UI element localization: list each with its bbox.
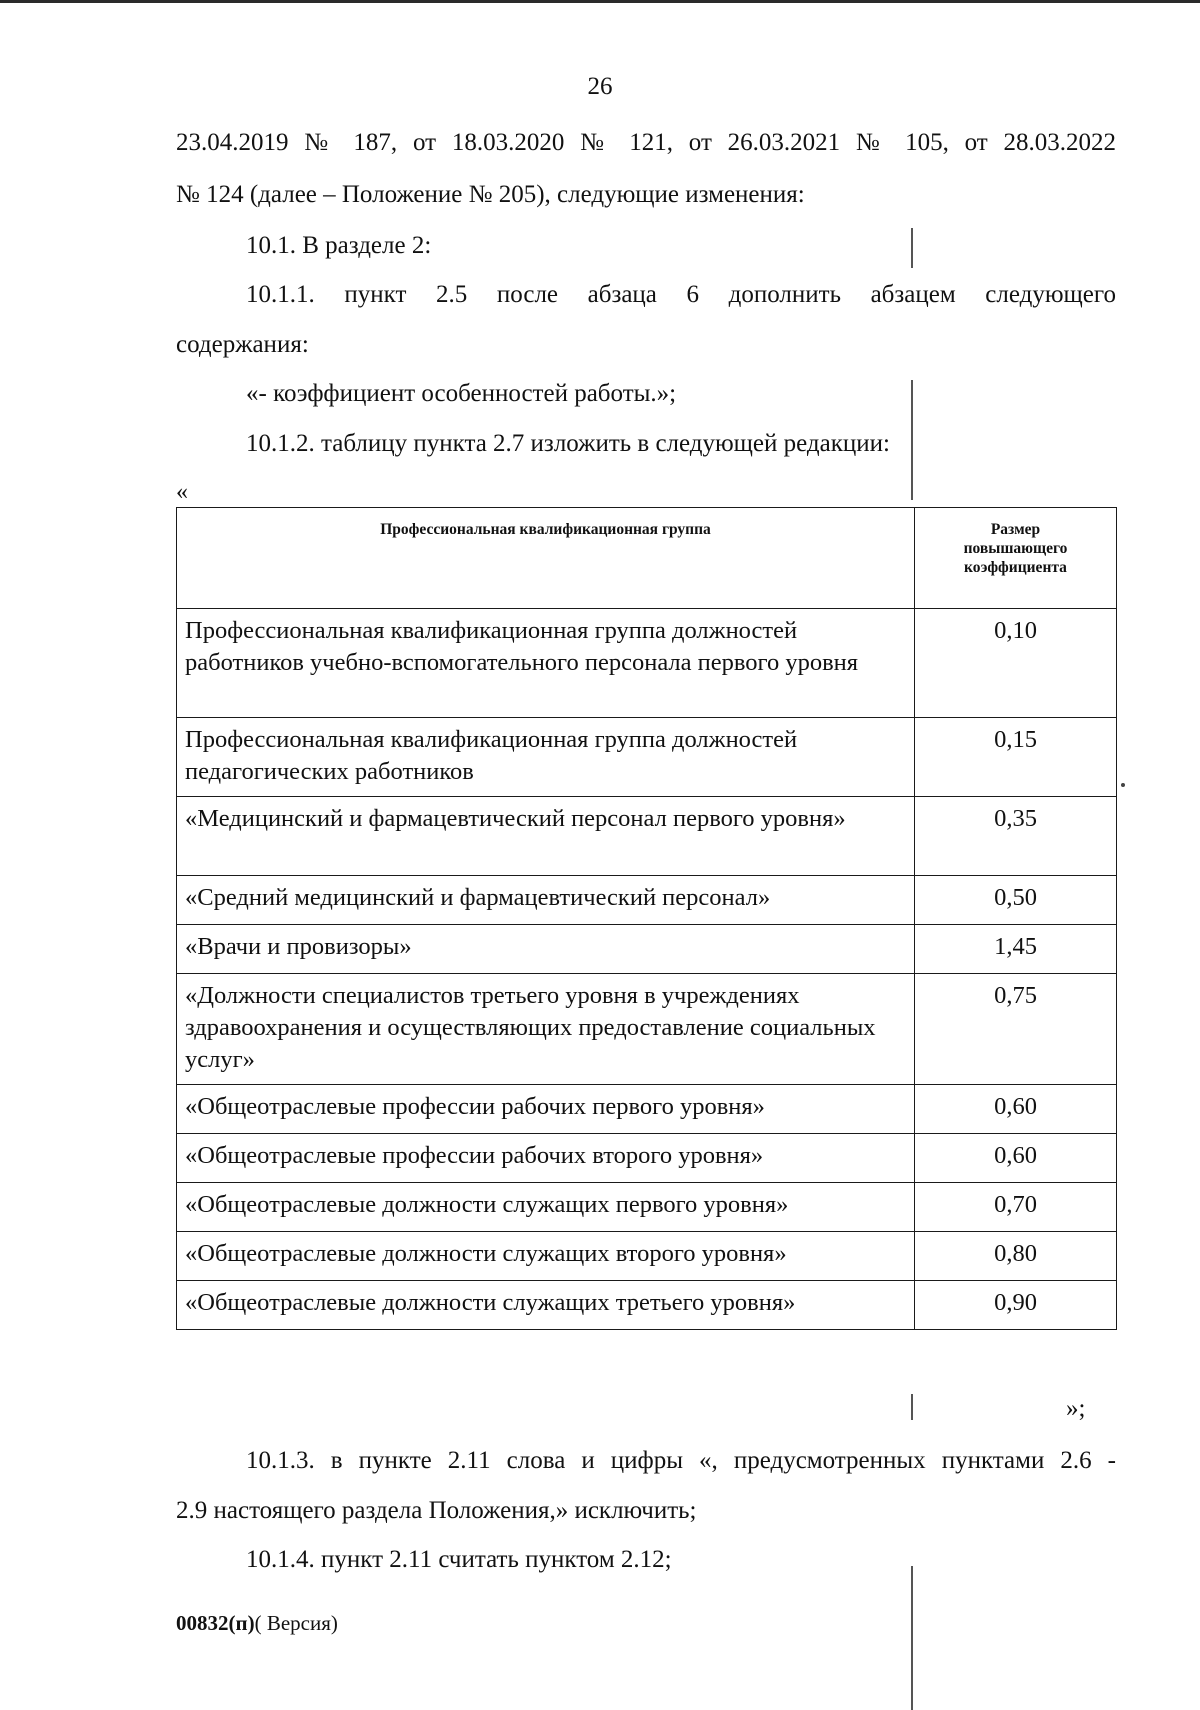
document-footer — [176, 1610, 338, 1636]
table-row — [177, 718, 1117, 797]
scan-fold-mark — [911, 380, 913, 500]
coefficient-cell: 0,50 — [915, 876, 1117, 925]
group-cell: «Общеотраслевые должности служащих третьего уровня» — [177, 1281, 915, 1330]
coefficient-cell: 0,15 — [915, 718, 1117, 797]
group-cell: «Общеотраслевые должности служащих первого уровня» — [177, 1183, 915, 1232]
group-cell: «Врачи и провизоры» — [177, 925, 915, 974]
header-coefficient-line-3: коэффициента — [964, 559, 1067, 576]
group-cell: «Общеотраслевые должности служащих второго уровня» — [177, 1232, 915, 1281]
header-coefficient-size — [915, 508, 1117, 609]
table-row — [177, 876, 1117, 925]
paragraph-inserted-text: «- коэффициент особенностей работы.»; — [246, 380, 677, 407]
table-header-row — [177, 508, 1117, 609]
table-row — [177, 974, 1117, 1085]
table-close-quote: »; — [1066, 1395, 1086, 1422]
table-row — [177, 1232, 1117, 1281]
group-cell: «Общеотраслевые профессии рабочих второго уровня» — [177, 1134, 915, 1183]
header-qualification-group-label: Профессиональная квалификационная группа — [380, 521, 711, 538]
paragraph-10-1-2: 10.1.2. таблицу пункта 2.7 изложить в следующей редакции: — [246, 430, 890, 457]
table-row — [177, 925, 1117, 974]
group-cell: «Медицинский и фармацевтический персонал первого уровня» — [177, 797, 915, 876]
group-cell: «Должности специалистов третьего уровня в учреждениях здравоохранения и осуществляющих предоставление социальных услуг» — [177, 974, 915, 1085]
paragraph-10-1-3-line-2: 2.9 настоящего раздела Положения,» исключить; — [176, 1497, 697, 1524]
header-qualification-group — [177, 508, 915, 609]
coefficient-cell: 0,60 — [915, 1134, 1117, 1183]
coefficient-cell: 0,60 — [915, 1085, 1117, 1134]
paragraph-section-10-1: 10.1. В разделе 2: — [246, 232, 432, 259]
scan-speck — [1121, 783, 1125, 787]
table-row — [177, 1281, 1117, 1330]
coefficient-cell: 1,45 — [915, 925, 1117, 974]
table-row — [177, 1183, 1117, 1232]
coefficient-cell: 0,70 — [915, 1183, 1117, 1232]
header-coefficient-line-1: Размер — [990, 521, 1041, 538]
table-row — [177, 1085, 1117, 1134]
coefficient-cell: 0,35 — [915, 797, 1117, 876]
scan-fold-mark — [911, 228, 913, 268]
group-cell: «Средний медицинский и фармацевтический персонал» — [177, 876, 915, 925]
paragraph-intro-line-1: 23.04.2019 № 187, от 18.03.2020 № 121, от 26.03.2021 № 105, от 28.03.2022 — [176, 129, 1116, 156]
document-version: ( Версия) — [254, 1611, 338, 1635]
group-cell: «Общеотраслевые профессии рабочих первого уровня» — [177, 1085, 915, 1134]
table-open-quote: « — [176, 479, 188, 505]
group-cell: Профессиональная квалификационная группа должностей работников учебно-вспомогательного персонала первого уровня — [177, 609, 915, 718]
table-row — [177, 797, 1117, 876]
header-coefficient-line-2: повышающего — [963, 540, 1068, 557]
coefficient-table — [176, 507, 1117, 1330]
group-cell: Профессиональная квалификационная группа должностей педагогических работников — [177, 718, 915, 797]
document-code: 00832(п) — [176, 1611, 255, 1635]
coefficient-cell: 0,90 — [915, 1281, 1117, 1330]
paragraph-intro-line-2: № 124 (далее – Положение № 205), следующие изменения: — [176, 181, 805, 208]
table-row — [177, 1134, 1117, 1183]
table-row — [177, 609, 1117, 718]
page-number: 26 — [587, 73, 613, 100]
coefficient-cell: 0,75 — [915, 974, 1117, 1085]
paragraph-10-1-4: 10.1.4. пункт 2.11 считать пунктом 2.12; — [246, 1546, 672, 1573]
coefficient-cell: 0,10 — [915, 609, 1117, 718]
scan-top-border — [0, 0, 1200, 3]
scan-fold-mark — [911, 1394, 913, 1420]
paragraph-10-1-3-line-1: 10.1.3. в пункте 2.11 слова и цифры «, предусмотренных пунктами 2.6 - — [246, 1447, 1116, 1474]
paragraph-10-1-1-line-2: содержания: — [176, 331, 309, 358]
scan-fold-mark — [911, 1566, 913, 1710]
coefficient-cell: 0,80 — [915, 1232, 1117, 1281]
paragraph-10-1-1-line-1: 10.1.1. пункт 2.5 после абзаца 6 дополнить абзацем следующего — [246, 281, 1116, 308]
